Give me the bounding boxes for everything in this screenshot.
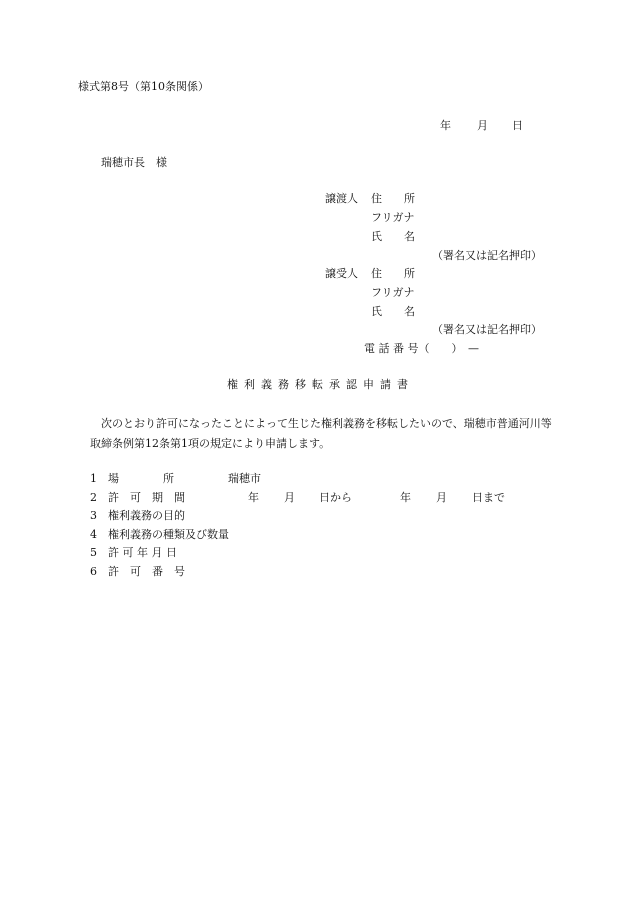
form-number: 様式第8号（第10条関係） [78, 80, 209, 93]
transferor-seal-note: （署名又は記名押印） [432, 249, 542, 262]
list-item-label: 許 可 期 間 [108, 491, 185, 504]
list-item-number: 2 [90, 491, 97, 504]
addressee: 瑞穂市長 様 [101, 156, 167, 169]
period-end-year: 年 [400, 491, 411, 504]
phone-number-label: 電 話 番 号（ ） — [364, 342, 479, 355]
list-item-label: 許 可 年 月 日 [108, 546, 177, 559]
transferee-furigana-label: フリガナ [371, 286, 415, 299]
period-start-year: 年 [248, 491, 259, 504]
list-item-purpose [90, 509, 290, 523]
list-item-number: 6 [90, 565, 97, 578]
date-year-label: 年 [440, 119, 451, 132]
list-item-number: 3 [90, 509, 97, 522]
list-item-type-quantity [90, 528, 290, 542]
list-item-permit-date [90, 546, 290, 560]
period-start-day: 日から [319, 491, 352, 504]
list-item-location [90, 472, 290, 486]
transferor-furigana-label: フリガナ [371, 211, 415, 224]
list-item-number: 5 [90, 546, 97, 559]
transferee-seal-note: （署名又は記名押印） [432, 323, 542, 336]
list-item-label: 許 可 番 号 [108, 565, 185, 578]
period-end-day: 日まで [472, 491, 505, 504]
transferor-name-label: 氏 名 [371, 230, 415, 243]
document-title: 権利義務移転承認申請書 [227, 378, 414, 391]
period-start-month: 月 [284, 491, 295, 504]
list-item-number: 4 [90, 528, 97, 541]
transferor-address-label: 住 所 [371, 192, 415, 205]
date-month-label: 月 [477, 119, 488, 132]
date-day-label: 日 [512, 119, 523, 132]
list-item-permit-number [90, 565, 290, 579]
list-item-label: 権利義務の目的 [108, 509, 185, 522]
list-item-label: 権利義務の種類及び数量 [108, 528, 229, 541]
list-item-value: 瑞穂市 [228, 472, 261, 485]
body-paragraph: 次のとおり許可になったことによって生じた権利義務を移転したいので、瑞穂市普通河川等取締条例第12条第1項の規定により申請します。 [90, 417, 552, 450]
list-item-label: 場 所 [108, 472, 174, 485]
transferor-role: 譲渡人 [325, 192, 358, 205]
list-item-number: 1 [90, 472, 97, 485]
list-item-permit-period [90, 491, 530, 505]
period-end-month: 月 [436, 491, 447, 504]
transferee-name-label: 氏 名 [371, 305, 415, 318]
transferee-address-label: 住 所 [371, 267, 415, 280]
transferee-role: 譲受人 [325, 267, 358, 280]
